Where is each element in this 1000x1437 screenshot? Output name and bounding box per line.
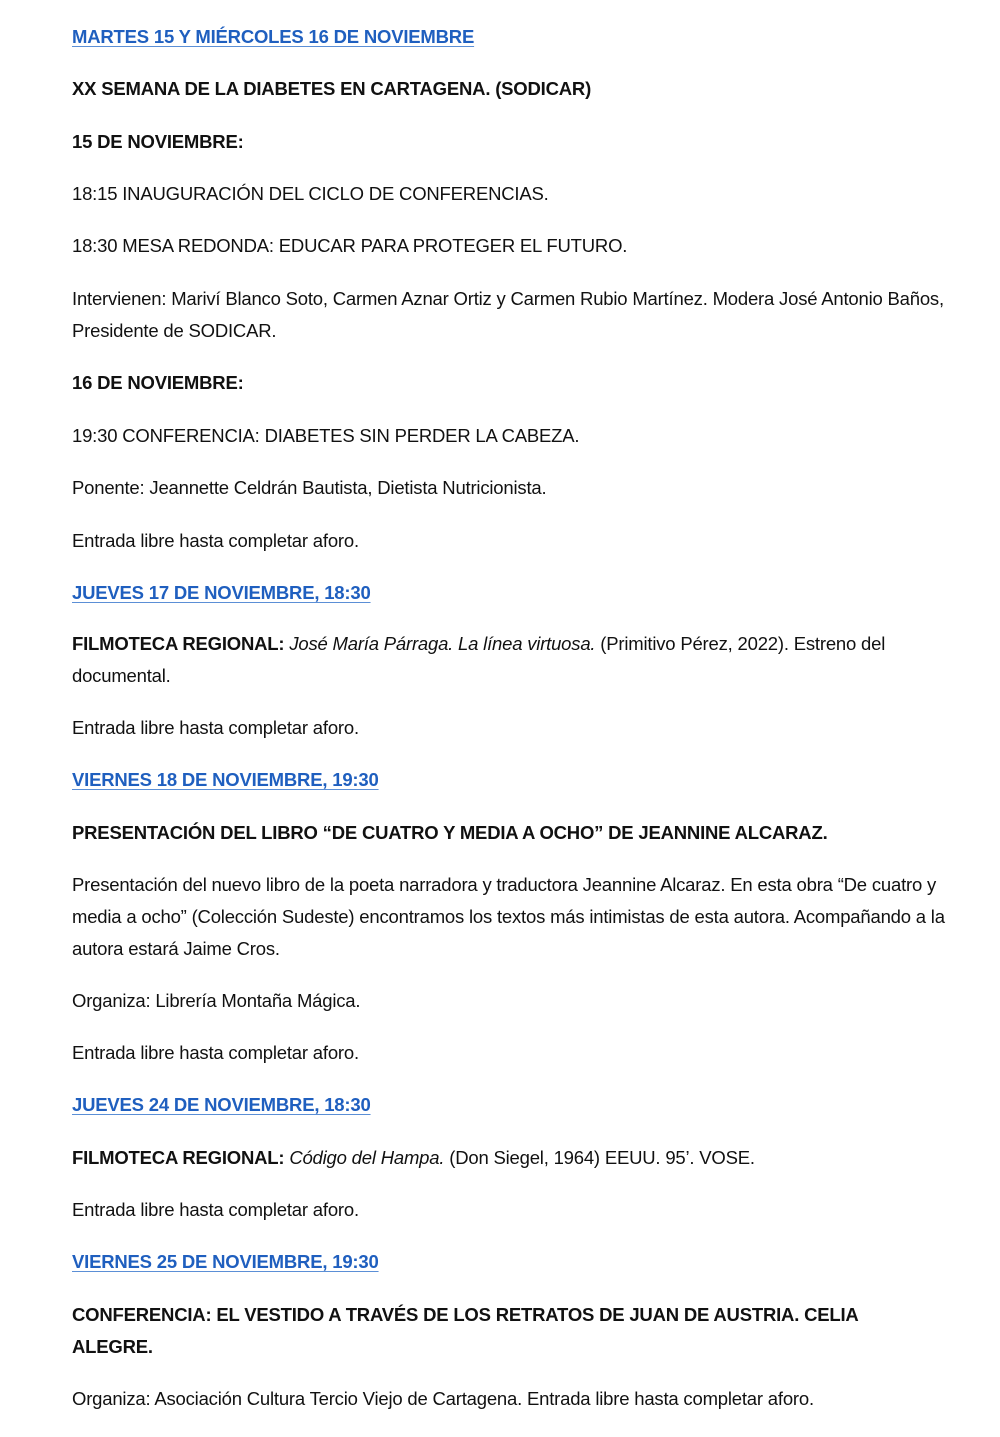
book-description: Presentación del nuevo libro de la poeta narradora y traductora Jeannine Alcaraz. En esta obra “De cuatro y media a ocho” (Colección Sudeste) encontramos los textos más intimistas de esta autora. Acompañando a la autora estará Jaime Cros. xyxy=(72,874,945,959)
film-details: (Primitivo Pérez, 2022). Estreno del documental. xyxy=(72,633,886,686)
event-title-book-presentation: PRESENTACIÓN DEL LIBRO “DE CUATRO Y MEDIA A OCHO” DE JEANNINE ALCARAZ. xyxy=(72,822,828,843)
film-description xyxy=(72,628,952,692)
day-heading-nov-16: 16 DE NOVIEMBRE: xyxy=(72,372,244,393)
event-title-diabetes-week: XX SEMANA DE LA DIABETES EN CARTAGENA. (SODICAR) xyxy=(72,78,592,99)
film-title: José María Párraga. La línea virtuosa. xyxy=(289,633,596,654)
organizer-text: Organiza: Asociación Cultura Tercio Viejo de Cartagena. Entrada libre hasta completar aforo. xyxy=(72,1388,814,1409)
date-link-nov-25[interactable]: VIERNES 25 DE NOVIEMBRE, 19:30 xyxy=(72,1251,379,1272)
film-label: FILMOTECA REGIONAL: xyxy=(72,1147,285,1168)
date-link-nov-18[interactable]: VIERNES 18 DE NOVIEMBRE, 19:30 xyxy=(72,769,379,790)
schedule-item: 18:30 MESA REDONDA: EDUCAR PARA PROTEGER EL FUTURO. xyxy=(72,235,628,256)
date-link-nov-15-16[interactable]: MARTES 15 Y MIÉRCOLES 16 DE NOVIEMBRE xyxy=(72,26,475,47)
film-description xyxy=(72,1142,755,1174)
day-heading-nov-15: 15 DE NOVIEMBRE: xyxy=(72,131,244,152)
entry-note: Entrada libre hasta completar aforo. xyxy=(72,717,359,738)
film-label: FILMOTECA REGIONAL: xyxy=(72,633,285,654)
entry-note: Entrada libre hasta completar aforo. xyxy=(72,1199,359,1220)
participants-text: Intervienen: Mariví Blanco Soto, Carmen Aznar Ortiz y Carmen Rubio Martínez. Modera José Antonio Baños, Presidente de SODICAR. xyxy=(72,288,944,341)
schedule-item: 18:15 INAUGURACIÓN DEL CICLO DE CONFERENCIAS. xyxy=(72,183,549,204)
entry-note: Entrada libre hasta completar aforo. xyxy=(72,1042,359,1063)
speaker-text: Ponente: Jeannette Celdrán Bautista, Dietista Nutricionista. xyxy=(72,477,547,498)
film-details: (Don Siegel, 1964) EEUU. 95’. VOSE. xyxy=(444,1147,755,1168)
entry-note: Entrada libre hasta completar aforo. xyxy=(72,530,359,551)
date-link-nov-24[interactable]: JUEVES 24 DE NOVIEMBRE, 18:30 xyxy=(72,1094,371,1115)
event-title-conference: CONFERENCIA: EL VESTIDO A TRAVÉS DE LOS RETRATOS DE JUAN DE AUSTRIA. CELIA ALEGRE. xyxy=(72,1304,858,1357)
film-title: Código del Hampa. xyxy=(289,1147,445,1168)
organizer-text: Organiza: Librería Montaña Mágica. xyxy=(72,990,361,1011)
date-link-nov-17[interactable]: JUEVES 17 DE NOVIEMBRE, 18:30 xyxy=(72,582,371,603)
schedule-item: 19:30 CONFERENCIA: DIABETES SIN PERDER LA CABEZA. xyxy=(72,425,580,446)
